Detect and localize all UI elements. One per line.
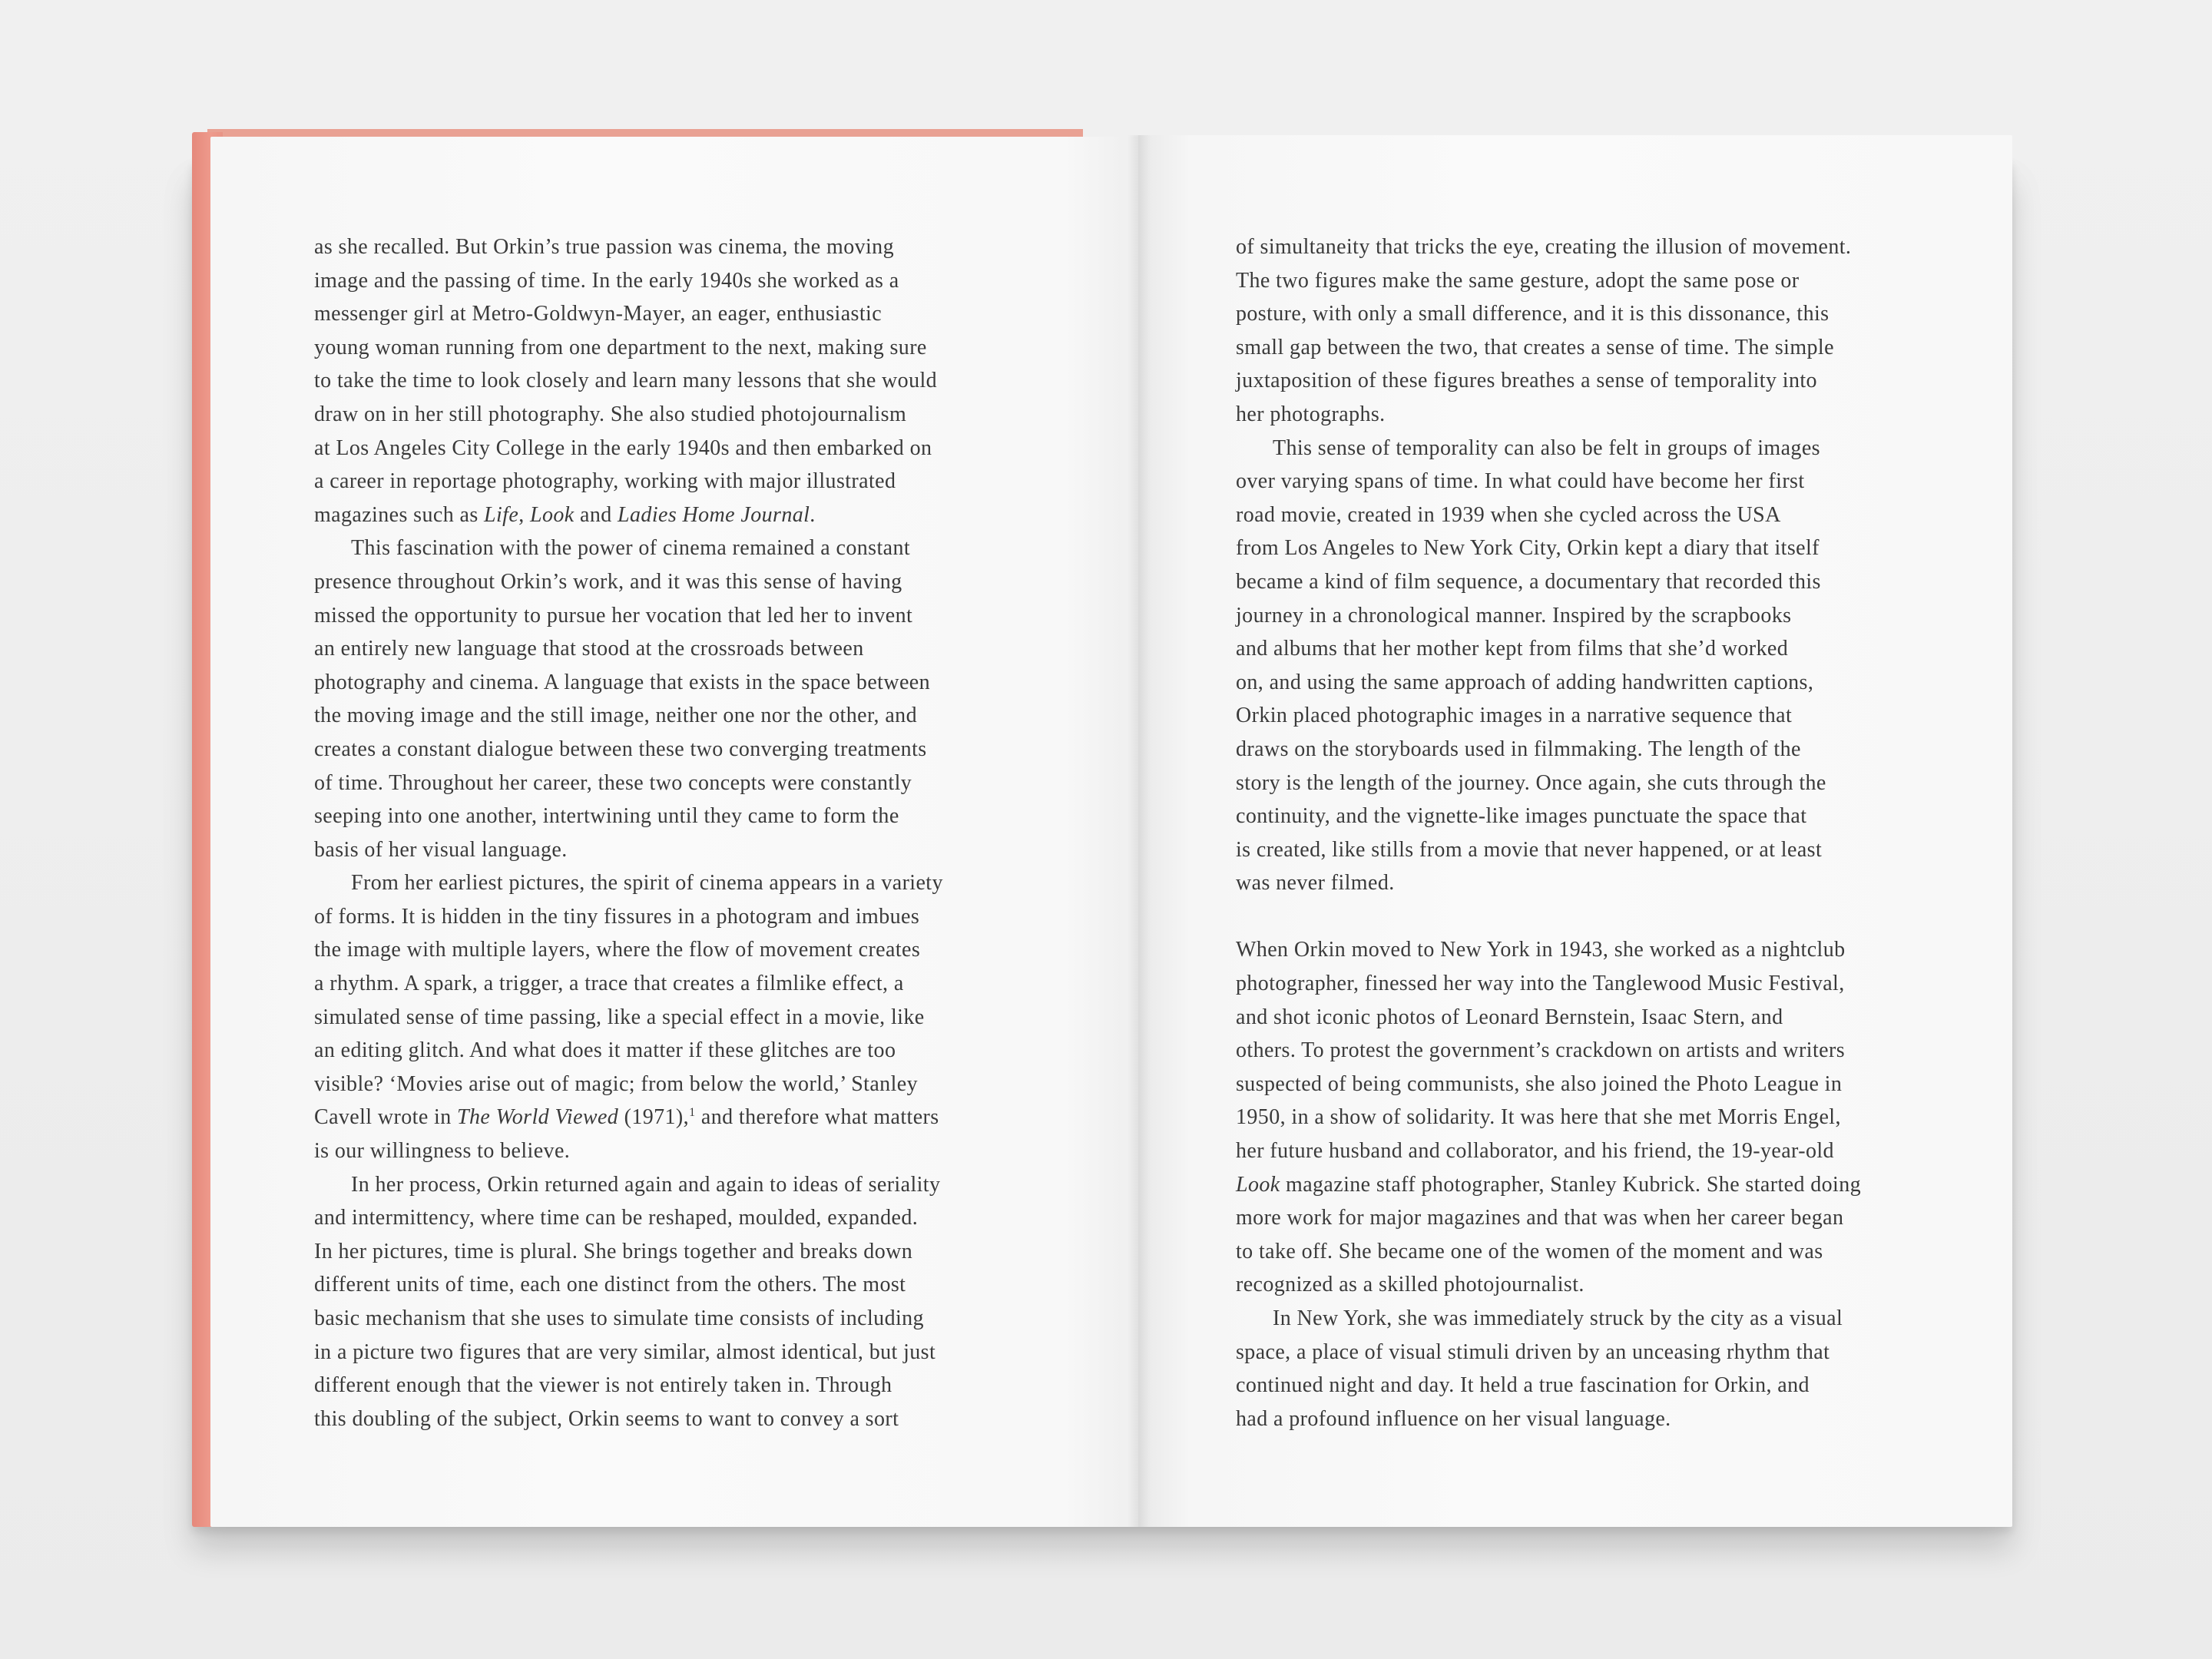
text-line: Orkin placed photographic images in a narrative sequence that	[1236, 704, 1793, 728]
text-line: presence throughout Orkin’s work, and it was this sense of having	[314, 569, 902, 594]
text-line: When Orkin moved to New York in 1943, she worked as a nightclub	[1236, 938, 1846, 962]
text-line: image and the passing of time. In the early 1940s she worked as a	[314, 268, 899, 293]
text-run: .	[810, 502, 816, 527]
text-line: a rhythm. A spark, a trigger, a trace that creates a filmlike effect, a	[314, 972, 904, 996]
text-line: In New York, she was immediately struck by the city as a visual	[1273, 1306, 1843, 1330]
paragraph	[1236, 1302, 1965, 1435]
text-line: is created, like stills from a movie that never happened, or at least	[1236, 837, 1823, 862]
paragraph	[314, 531, 1044, 866]
text-line: photography and cinema. A language that exists in the space between	[314, 670, 931, 694]
text-line: messenger girl at Metro-Goldwyn-Mayer, an eager, enthusiastic	[314, 302, 882, 326]
text-line: on, and using the same approach of adding handwritten captions,	[1236, 670, 1814, 694]
text-line: as she recalled. But Orkin’s true passion was cinema, the moving	[314, 235, 894, 259]
text-line: more work for major magazines and that was when her career began	[1236, 1206, 1844, 1230]
text-line: 1950, in a show of solidarity. It was here that she met Morris Engel,	[1236, 1105, 1841, 1130]
text-line: In her process, Orkin returned again and again to ideas of seriality	[351, 1172, 941, 1197]
italic-title: Look	[1236, 1172, 1280, 1197]
text-line: at Los Angeles City College in the early 1940s and then embarked on	[314, 435, 932, 460]
italic-title: Ladies Home Journal	[618, 502, 810, 527]
paragraph	[314, 230, 1044, 531]
left-page-text	[314, 230, 1044, 1435]
text-line: to take the time to look closely and learn many lessons that she would	[314, 369, 938, 393]
text-line: this doubling of the subject, Orkin seems to want to convey a sort	[314, 1406, 899, 1431]
text-run: and	[574, 502, 618, 527]
text-line: continued night and day. It held a true fascination for Orkin, and	[1236, 1373, 1810, 1398]
text-line: basis of her visual language.	[314, 837, 568, 862]
text-line: space, a place of visual stimuli driven by an unceasing rhythm that	[1236, 1339, 1830, 1364]
text-line: small gap between the two, that creates a sense of time. The simple	[1236, 335, 1834, 359]
text-line: of simultaneity that tricks the eye, creating the illusion of movement.	[1236, 235, 1852, 259]
text-line: an entirely new language that stood at the crossroads between	[314, 637, 864, 661]
right-page-text	[1236, 230, 1965, 1435]
text-line: and intermittency, where time can be reshaped, moulded, expanded.	[314, 1206, 919, 1230]
text-line: became a kind of film sequence, a documentary that recorded this	[1236, 569, 1821, 594]
paragraph	[1236, 432, 1965, 900]
paragraph	[314, 1168, 1044, 1436]
text-line: to take off. She became one of the women of the moment and was	[1236, 1239, 1823, 1263]
text-line: different enough that the viewer is not entirely taken in. Through	[314, 1373, 892, 1398]
text-line: This sense of temporality can also be felt in groups of images	[1273, 435, 1820, 460]
text-line: posture, with only a small difference, and it is this dissonance, this	[1236, 302, 1830, 326]
text-run: magazine staff photographer, Stanley Kubrick. She started doing	[1280, 1172, 1862, 1197]
text-line: photographer, finessed her way into the Tanglewood Music Festival,	[1236, 972, 1845, 996]
text-line: others. To protest the government’s crackdown on artists and writers	[1236, 1038, 1845, 1063]
text-run: (1971),	[618, 1105, 690, 1130]
text-line	[1236, 1168, 1965, 1202]
italic-title: The World Viewed	[457, 1105, 619, 1130]
book-gutter	[1128, 135, 1151, 1527]
text-line: is our willingness to believe.	[314, 1139, 571, 1164]
text-line: over varying spans of time. In what could have become her first	[1236, 469, 1805, 494]
cover-top-edge	[207, 129, 1083, 137]
text-line: The two figures make the same gesture, adopt the same pose or	[1236, 268, 1800, 293]
text-line: a career in reportage photography, working with major illustrated	[314, 469, 896, 494]
text-line: from Los Angeles to New York City, Orkin kept a diary that itself	[1236, 536, 1820, 561]
text-line: basic mechanism that she uses to simulate time consists of including	[314, 1306, 924, 1330]
text-line: draws on the storyboards used in filmmaking. The length of the	[1236, 737, 1801, 761]
text-line: the image with multiple layers, where the flow of movement creates	[314, 938, 921, 962]
text-line: seeping into one another, intertwining until they came to form the	[314, 804, 899, 829]
text-run: ,	[518, 502, 530, 527]
paragraph	[1236, 933, 1965, 1302]
text-line: young woman running from one department to the next, making sure	[314, 335, 927, 359]
text-line: road movie, created in 1939 when she cycled across the USA	[1236, 502, 1781, 527]
text-line: missed the opportunity to pursue her vocation that led her to invent	[314, 603, 913, 628]
text-line: creates a constant dialogue between these two converging treatments	[314, 737, 927, 761]
text-line: simulated sense of time passing, like a special effect in a movie, like	[314, 1005, 925, 1029]
text-run: magazines such as	[314, 502, 485, 527]
section-break	[1236, 900, 1965, 934]
text-line: her photographs.	[1236, 402, 1386, 426]
text-line: an editing glitch. And what does it matter if these glitches are too	[314, 1038, 896, 1063]
text-line: different units of time, each one distinct from the others. The most	[314, 1273, 906, 1297]
text-line: journey in a chronological manner. Inspired by the scrapbooks	[1236, 603, 1792, 628]
paragraph	[314, 866, 1044, 1167]
text-line: the moving image and the still image, neither one nor the other, and	[314, 704, 917, 728]
text-line: in a picture two figures that are very similar, almost identical, but just	[314, 1339, 936, 1364]
text-run: and therefore what matters	[695, 1105, 939, 1130]
text-run: Cavell wrote in	[314, 1105, 458, 1130]
text-line: suspected of being communists, she also joined the Photo League in	[1236, 1071, 1843, 1096]
text-line: was never filmed.	[1236, 871, 1395, 896]
text-line: This fascination with the power of cinema remained a constant	[351, 536, 911, 561]
text-line: visible? ‘Movies arise out of magic; from below the world,’ Stanley	[314, 1071, 918, 1096]
left-page	[210, 137, 1138, 1527]
text-line: draw on in her still photography. She also studied photojournalism	[314, 402, 907, 426]
text-line: juxtaposition of these figures breathes a sense of temporality into	[1236, 369, 1817, 393]
text-line: recognized as a skilled photojournalist.	[1236, 1273, 1584, 1297]
text-line	[314, 498, 1044, 532]
italic-title: Life	[484, 502, 519, 527]
footnote-marker: 1	[689, 1106, 696, 1120]
text-line: of time. Throughout her career, these two concepts were constantly	[314, 770, 912, 795]
text-line: her future husband and collaborator, and his friend, the 19-year-old	[1236, 1139, 1834, 1164]
text-line: and albums that her mother kept from films that she’d worked	[1236, 637, 1789, 661]
open-book	[192, 129, 2012, 1527]
text-line: continuity, and the vignette-like images punctuate the space that	[1236, 804, 1807, 829]
text-line: had a profound influence on her visual language.	[1236, 1406, 1671, 1431]
text-line: and shot iconic photos of Leonard Bernstein, Isaac Stern, and	[1236, 1005, 1783, 1029]
right-page	[1138, 135, 2012, 1527]
text-line: of forms. It is hidden in the tiny fissures in a photogram and imbues	[314, 904, 920, 929]
text-line: story is the length of the journey. Once again, she cuts through the	[1236, 770, 1826, 795]
text-line: In her pictures, time is plural. She brings together and breaks down	[314, 1239, 913, 1263]
paragraph	[1236, 230, 1965, 432]
text-line: From her earliest pictures, the spirit of cinema appears in a variety	[351, 871, 943, 896]
italic-title: Look	[530, 502, 575, 527]
text-line	[314, 1101, 1044, 1134]
